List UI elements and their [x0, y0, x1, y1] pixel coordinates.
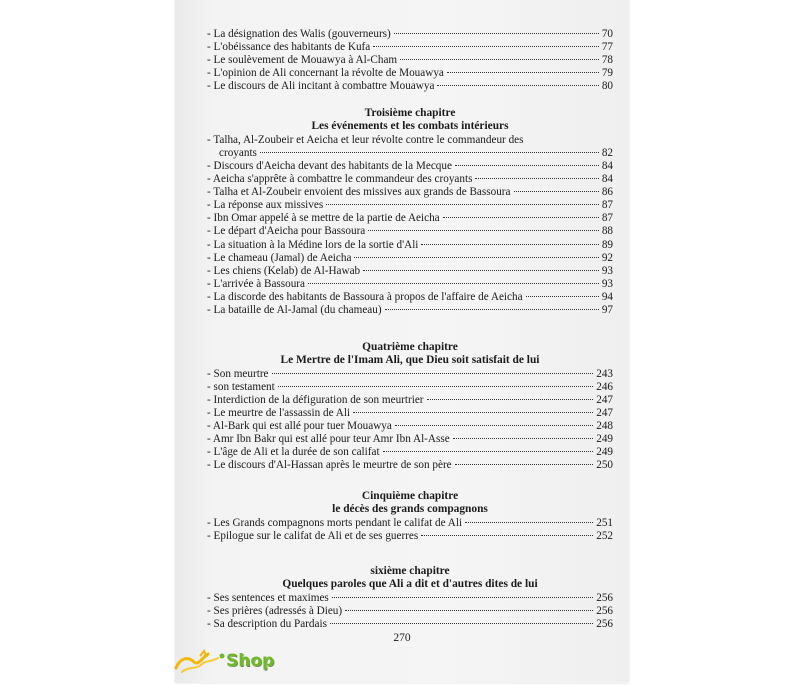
toc-entry-title: - Ibn Omar appelé à se mettre de la partie de Aeicha	[207, 212, 440, 225]
toc-page-number: 256	[596, 618, 613, 630]
toc-entry-title: - Amr Ibn Bakr qui est allé pour teur Amr Ibn Al-Asse	[207, 433, 450, 446]
toc-page-number: 97	[601, 304, 613, 317]
toc-entry	[207, 80, 613, 93]
dot-leader	[385, 309, 599, 310]
toc-page-number: 70	[601, 28, 613, 40]
toc-entry-title: - La réponse aux missives	[207, 199, 324, 212]
dot-leader	[526, 296, 599, 297]
toc-entry	[207, 252, 613, 265]
dot-leader	[308, 283, 599, 284]
toc-page-number: 89	[601, 238, 613, 251]
dot-leader	[394, 33, 599, 34]
toc-entry	[207, 225, 613, 238]
chapter-number: Quatrième chapitre	[362, 341, 458, 353]
toc-entry	[207, 186, 613, 199]
dot-leader	[437, 85, 598, 86]
toc-entry-title: - Ses prières (adressés à Dieu)	[207, 604, 343, 617]
toc-entry-title: - Epilogue sur le califat de Ali et de ses guerres	[207, 529, 419, 542]
dot-leader	[260, 152, 599, 153]
toc-entry	[207, 605, 613, 618]
chapter-title: Le Mertre de l'Imam Ali, que Dieu soit satisfait de lui	[280, 354, 540, 367]
toc-entry-title: - La situation à la Médine lors de la sortie d'Ali	[207, 238, 419, 251]
toc-section	[207, 490, 613, 543]
toc-entry	[207, 173, 613, 186]
book-page	[175, 0, 629, 683]
toc-entry	[207, 134, 613, 160]
toc-entry-title: - Discours d'Aeicha devant des habitants de la Mecque	[207, 160, 452, 172]
toc-entry	[207, 433, 613, 446]
logo-text: Shop	[226, 651, 275, 671]
toc-entry-title: - Les Grands compagnons morts pendant le califat de Ali	[207, 516, 463, 529]
toc-entry	[207, 420, 613, 433]
toc-page-number: 78	[601, 54, 613, 67]
dot-leader	[427, 399, 594, 400]
toc-entry-title: - L'opinion de Ali concernant la révolte de Mouawya	[207, 67, 444, 80]
dot-leader	[453, 438, 594, 439]
toc-entry-title: - L'arrivée à Bassoura	[207, 277, 305, 290]
toc-entry-title: - son testament	[207, 380, 275, 393]
toc-entry	[207, 239, 613, 252]
toc-entry-title: - Le départ d'Aeicha pour Bassoura	[207, 225, 366, 238]
toc-entry	[207, 368, 613, 381]
toc-page-number: 248	[596, 420, 613, 433]
toc-page-number: 86	[601, 186, 613, 199]
dot-leader	[345, 610, 593, 611]
dot-leader	[514, 191, 599, 192]
toc-page-number: 251	[596, 516, 613, 529]
chapter-title: Quelques paroles que Ali a dit et d'autres dites de lui	[282, 578, 538, 591]
toc-entry	[207, 199, 613, 212]
dot-leader	[465, 522, 593, 523]
toc-entry-title: - Sa description du Pardais	[207, 618, 327, 630]
toc-entry-title: - L'âge de Ali et la durée de son califat	[207, 446, 380, 459]
chapter-title: le décès des grands compagnons	[332, 503, 488, 516]
dot-leader	[330, 623, 593, 624]
dot-leader	[400, 59, 599, 60]
toc-page-number: 93	[601, 264, 613, 277]
toc-page-number: 88	[601, 225, 613, 238]
chapter-number: Troisième chapitre	[364, 107, 456, 119]
dot-leader	[326, 204, 599, 205]
toc-entry	[207, 459, 613, 472]
toc-section	[207, 107, 613, 317]
toc-entry-title: - La désignation des Walis (gouverneurs)	[207, 28, 391, 40]
toc-entry-title: - Ses sentences et maximes	[207, 591, 329, 604]
toc-page-number: 246	[596, 380, 613, 393]
dot-leader	[421, 244, 598, 245]
toc-entry-title: - Al-Bark qui est allé pour tuer Mouawya	[207, 420, 392, 433]
toc-entry-title: - La bataille de Al-Jamal (du chameau)	[207, 304, 382, 317]
toc-page-number: 243	[596, 367, 613, 380]
dot-leader	[421, 535, 593, 536]
toc-entry-continuation: croyants	[219, 146, 257, 159]
toc-page-number: 252	[596, 529, 613, 542]
dot-leader	[447, 72, 599, 73]
dot-leader	[383, 451, 594, 452]
dot-leader	[455, 464, 594, 465]
toc-entry-title: - Son meurtre	[207, 367, 269, 380]
dot-leader	[395, 425, 593, 426]
toc-section	[207, 341, 613, 473]
dot-leader	[278, 386, 593, 387]
chapter-number: sixième chapitre	[370, 565, 450, 577]
toc-page-number: 256	[596, 604, 613, 617]
toc-entry	[207, 517, 613, 530]
toc-entry	[207, 592, 613, 605]
dot-leader	[373, 46, 599, 47]
toc-page-number: 87	[601, 212, 613, 225]
toc-entry-title: - Interdiction de la défiguration de son meurtrier	[207, 394, 424, 406]
toc-page-number: 249	[596, 446, 613, 459]
shop-logo	[172, 648, 302, 680]
toc-entry	[207, 278, 613, 291]
toc-entry-title: - Le chameau (Jamal) de Aeicha	[207, 251, 352, 264]
toc-section	[207, 28, 613, 93]
toc-entry-title: - Le discours d'Al-Hassan après le meurtre de son père	[207, 459, 452, 472]
dot-leader	[272, 373, 594, 374]
toc-entry	[207, 446, 613, 459]
toc-entry-title: - Le meurtre de l'assassin de Ali	[207, 407, 351, 420]
toc-entry	[207, 54, 613, 67]
toc-page-number: 250	[596, 459, 613, 472]
page-number: 270	[393, 632, 411, 644]
toc-entry	[207, 407, 613, 420]
toc-entry-title: - Le discours de Ali incitant à combattre Mouawya	[207, 80, 435, 93]
toc-entry	[207, 28, 613, 41]
toc-entry-title: - La discorde des habitants de Bassoura à propos de l'affaire de Aeicha	[207, 290, 523, 303]
toc-entry-title: - Le soulèvement de Mouawya à Al-Cham	[207, 54, 398, 67]
toc-entry	[207, 394, 613, 407]
toc-section	[207, 565, 613, 631]
toc-page-number: 256	[596, 591, 613, 604]
dot-leader	[475, 178, 598, 179]
toc-entry	[207, 618, 613, 631]
dot-leader	[363, 270, 599, 271]
dot-leader	[455, 165, 599, 166]
dot-leader	[443, 217, 599, 218]
chapter-title: Les événements et les combats intérieurs	[311, 120, 509, 133]
toc-page-number: 80	[601, 80, 613, 93]
toc-page-number: 77	[601, 41, 613, 54]
toc-entry	[207, 160, 613, 173]
toc-page-number: 247	[596, 394, 613, 406]
toc-entry-title: - Talha, Al-Zoubeir et Aeicha et leur révolte contre le commandeur des	[207, 133, 524, 146]
toc-entry-title: - Talha et Al-Zoubeir envoient des missives aux grands de Bassoura	[207, 186, 511, 199]
toc-page-number: 79	[601, 67, 613, 80]
toc-entry	[207, 530, 613, 543]
toc-page-number: 92	[601, 251, 613, 264]
toc-entry	[207, 265, 613, 278]
toc-page-number: 84	[601, 173, 613, 186]
toc-entry	[207, 291, 613, 304]
logo-swirl-icon	[172, 648, 232, 680]
dot-leader	[354, 257, 598, 258]
toc-page-number: 87	[601, 199, 613, 212]
toc-entry-title: - Les chiens (Kelab) de Al-Hawab	[207, 264, 361, 277]
toc-entry-title: - Aeicha s'apprête à combattre le commandeur des croyants	[207, 173, 473, 186]
toc-page-number: 82	[601, 146, 613, 159]
toc-page-number: 247	[596, 407, 613, 420]
dot-leader	[353, 412, 593, 413]
toc-entry-title: - L'obéissance des habitants de Kufa	[207, 41, 371, 54]
toc-entry	[207, 67, 613, 80]
chapter-number: Cinquième chapitre	[361, 490, 459, 502]
toc-entry	[207, 41, 613, 54]
toc-page-number: 93	[601, 277, 613, 290]
toc-page-number: 94	[601, 290, 613, 303]
dot-leader	[332, 597, 593, 598]
dot-leader	[368, 230, 599, 231]
toc-page-number: 249	[596, 433, 613, 446]
toc-page-number: 84	[601, 160, 613, 172]
toc-entry	[207, 212, 613, 225]
toc-entry	[207, 304, 613, 317]
toc-entry	[207, 381, 613, 394]
